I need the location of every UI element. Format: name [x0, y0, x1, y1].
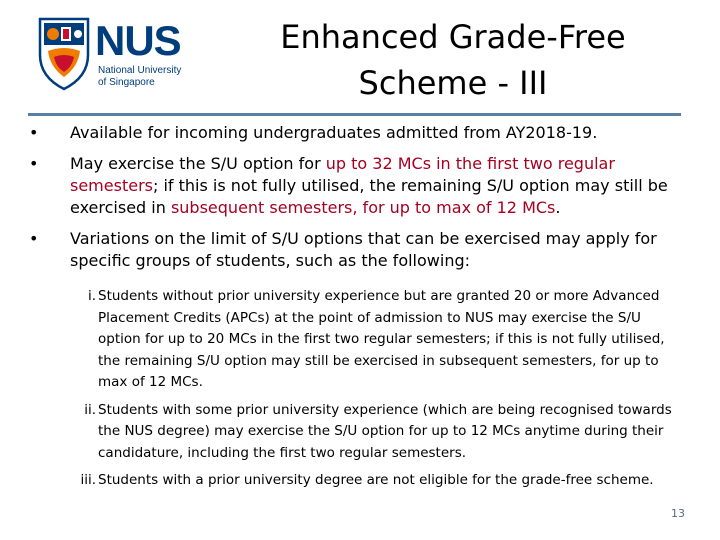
sub-item-number: iii.	[80, 472, 96, 488]
sub-item	[74, 400, 684, 465]
page-number: 13	[671, 507, 685, 520]
bullet-text: Variations on the limit of S/U options that can be exercised may apply for specific groups of students, such as the following:	[70, 229, 657, 270]
sub-item-number: ii.	[84, 401, 96, 418]
bullet-text: Available for incoming undergraduates admitted from AY2018-19.	[70, 123, 598, 142]
bullet-text-post: .	[555, 198, 561, 217]
bullet-item	[28, 228, 688, 272]
brand-subtitle-line2: of Singapore	[98, 77, 155, 88]
slide-title	[248, 14, 658, 106]
sub-item-text: Students with a prior university degree are not eligible for the grade-free scheme.	[98, 472, 654, 488]
nus-crest-icon	[38, 17, 90, 91]
brand-subtitle-line1: National University	[98, 65, 182, 76]
sub-item	[74, 470, 684, 492]
sub-item-text: Students without prior university experience but are granted 20 or more Advanced Placement Credits (APCs) at the point of admission to NUS may exercise the S/U option for up to 20 MCs in the first two regular semesters; if this is not fully utilised, the remaining S/U option may still be exercised in subsequent semesters, for up to max of 12 MCs.	[98, 288, 665, 390]
sub-item-text: Students with some prior university experience (which are being recognised towards the NUS degree) may exercise the S/U option for up to 12 MCs anytime during their candidature, including the first two regular semesters.	[98, 401, 672, 461]
highlight-text: subsequent semesters, for up to max of 12 MCs	[170, 198, 556, 217]
main-bullet-list	[28, 122, 688, 281]
bullet-marker: •	[29, 229, 39, 248]
bullet-item	[28, 122, 688, 144]
nus-logo	[38, 17, 198, 93]
bullet-text-pre: May exercise the S/U option for	[70, 154, 326, 173]
title-divider	[28, 113, 681, 116]
bullet-item	[28, 153, 688, 219]
sub-item-list	[74, 286, 684, 498]
brand-name: NUS	[95, 17, 181, 64]
sub-item	[74, 286, 684, 394]
slide-title-line2: Scheme - III	[358, 64, 548, 102]
slide-title-line1: Enhanced Grade-Free	[280, 18, 626, 56]
sub-item-number: i.	[87, 288, 96, 304]
bullet-text-mid: ; if this is not fully utilised, the remaining S/U option may still be exercised in	[70, 176, 668, 217]
bullet-marker: •	[29, 154, 39, 173]
highlight-text: up to 32 MCs in the first two regular semesters	[70, 154, 615, 195]
brand-subtitle	[98, 65, 181, 89]
bullet-marker: •	[29, 123, 39, 142]
